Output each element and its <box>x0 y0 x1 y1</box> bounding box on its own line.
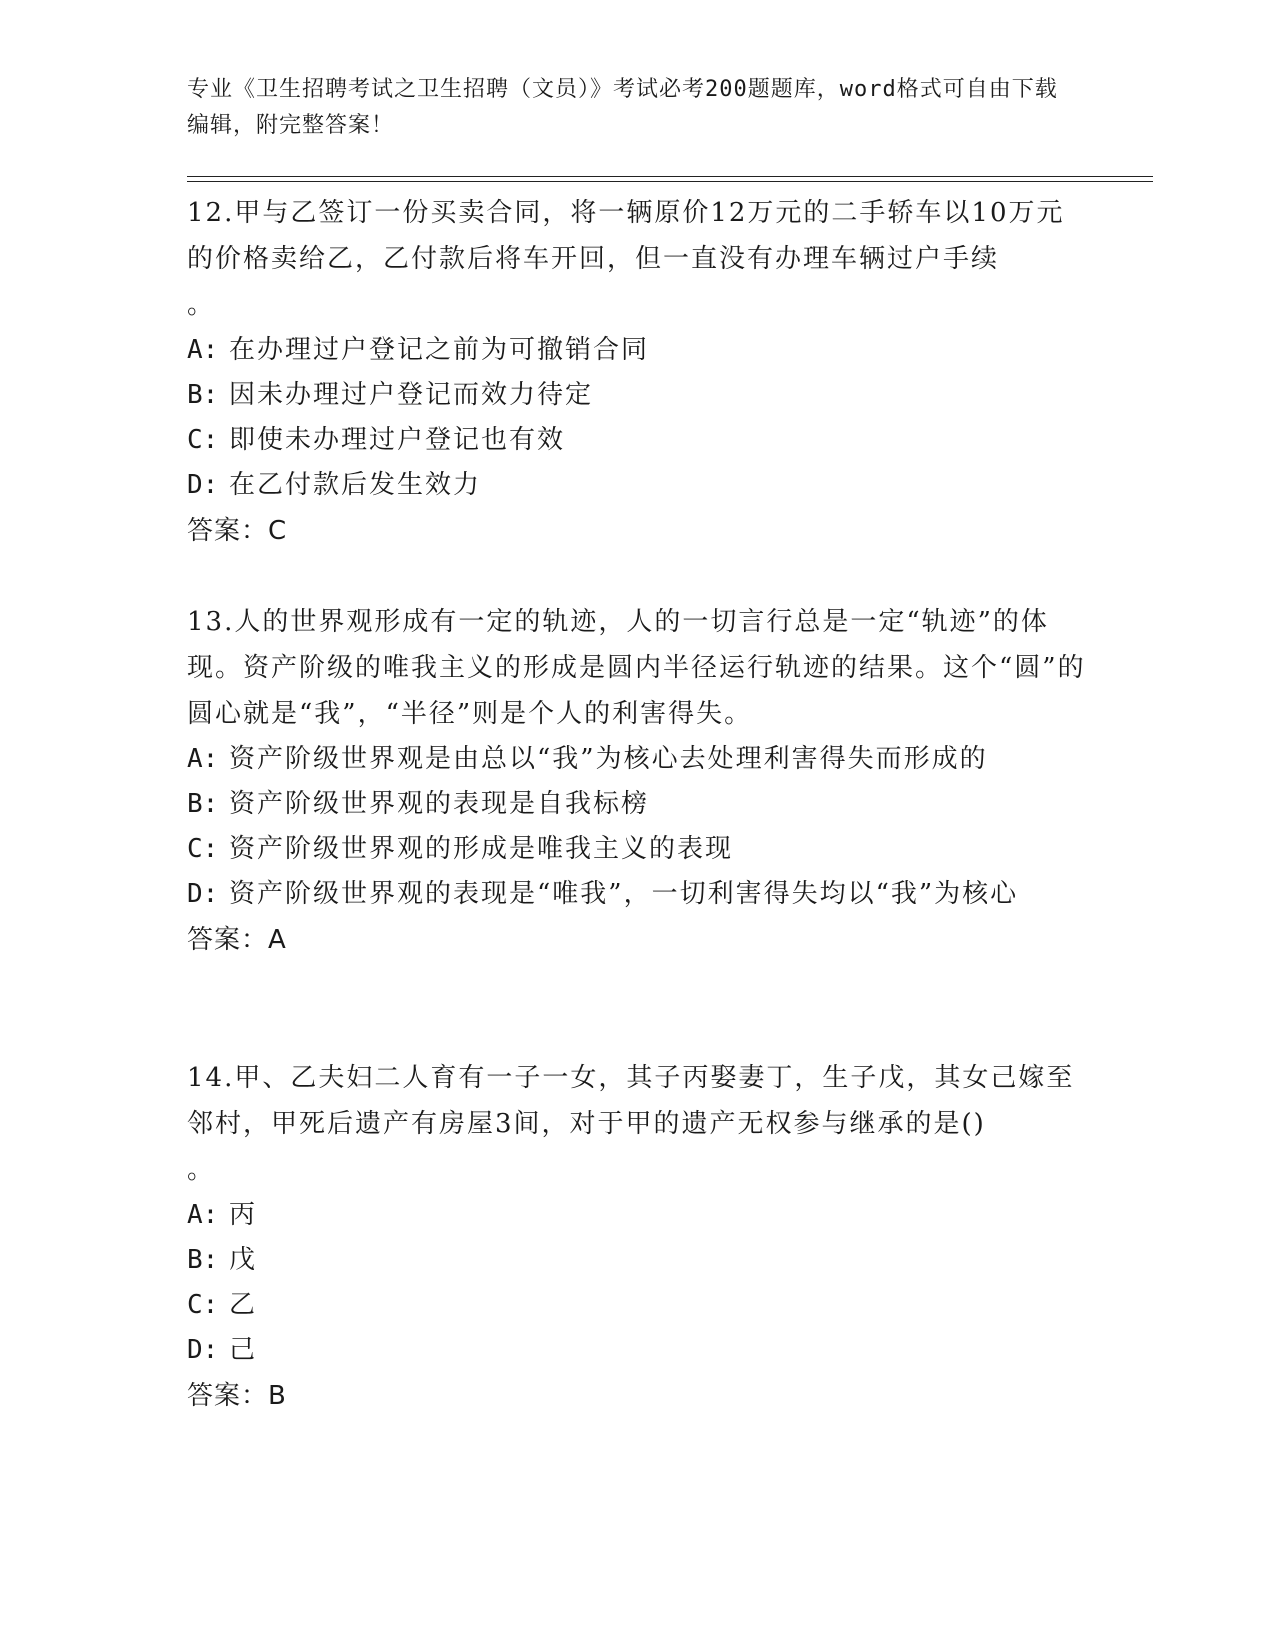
header-divider-bottom <box>187 181 1153 182</box>
option-a <box>187 737 1087 782</box>
question-13 <box>187 599 1087 963</box>
option-letter: C: <box>187 1290 219 1320</box>
question-stem: 14.甲、乙夫妇二人育有一子一女，其子丙娶妻丁，生子戊，其女己嫁至邻村，甲死后遗产有房屋3间，对于甲的遗产无权参与继承的是() 。 <box>187 1063 1075 1185</box>
option-letter: B: <box>187 789 219 819</box>
option-b <box>187 1238 1087 1283</box>
option-letter: A: <box>187 335 219 365</box>
option-a <box>187 328 1087 373</box>
option-text: 即使未办理过户登记也有效 <box>229 425 566 455</box>
option-d <box>187 463 1087 508</box>
option-letter: B: <box>187 380 219 410</box>
option-text: 在乙付款后发生效力 <box>229 470 482 500</box>
option-letter: A: <box>187 744 219 774</box>
question-stem: 13.人的世界观形成有一定的轨迹，人的一切言行总是一定“轨迹”的体现。资产阶级的唯我主义的形成是圆内半径运行轨迹的结果。这个“圆”的圆心就是“我”，“半径”则是个人的利害得失。 <box>187 607 1086 729</box>
option-text: 因未办理过户登记而效力待定 <box>229 380 594 410</box>
option-a <box>187 1193 1087 1238</box>
answer: 答案：A <box>187 925 287 955</box>
question-14 <box>187 1055 1087 1419</box>
document-header: 专业《卫生招聘考试之卫生招聘（文员）》考试必考200题题库，word格式可自由下载编辑，附完整答案！ <box>187 77 1058 138</box>
option-letter: B: <box>187 1245 219 1275</box>
option-d <box>187 872 1087 917</box>
option-b <box>187 373 1087 418</box>
option-letter: C: <box>187 425 219 455</box>
option-text: 己 <box>229 1335 258 1365</box>
option-text: 资产阶级世界观的表现是“唯我”，一切利害得失均以“我”为核心 <box>229 879 1019 909</box>
option-text: 资产阶级世界观的形成是唯我主义的表现 <box>229 834 734 864</box>
answer: 答案：C <box>187 516 288 546</box>
option-b <box>187 782 1087 827</box>
option-c <box>187 1283 1087 1328</box>
question-stem: 12.甲与乙签订一份买卖合同，将一辆原价12万元的二手轿车以10万元的价格卖给乙，乙付款后将车开回，但一直没有办理车辆过户手续 。 <box>187 198 1065 320</box>
option-c <box>187 418 1087 463</box>
option-c <box>187 827 1087 872</box>
option-text: 丙 <box>229 1200 258 1230</box>
header-divider-top <box>187 176 1153 177</box>
option-text: 乙 <box>229 1290 258 1320</box>
option-letter: C: <box>187 834 219 864</box>
option-text: 戊 <box>229 1245 258 1275</box>
option-letter: D: <box>187 470 219 500</box>
answer: 答案：B <box>187 1381 287 1411</box>
option-d <box>187 1328 1087 1373</box>
option-letter: D: <box>187 1335 219 1365</box>
option-letter: D: <box>187 879 219 909</box>
option-text: 资产阶级世界观是由总以“我”为核心去处理利害得失而形成的 <box>229 744 988 774</box>
option-letter: A: <box>187 1200 219 1230</box>
option-text: 资产阶级世界观的表现是自我标榜 <box>229 789 650 819</box>
question-12 <box>187 190 1087 554</box>
option-text: 在办理过户登记之前为可撤销合同 <box>229 335 650 365</box>
